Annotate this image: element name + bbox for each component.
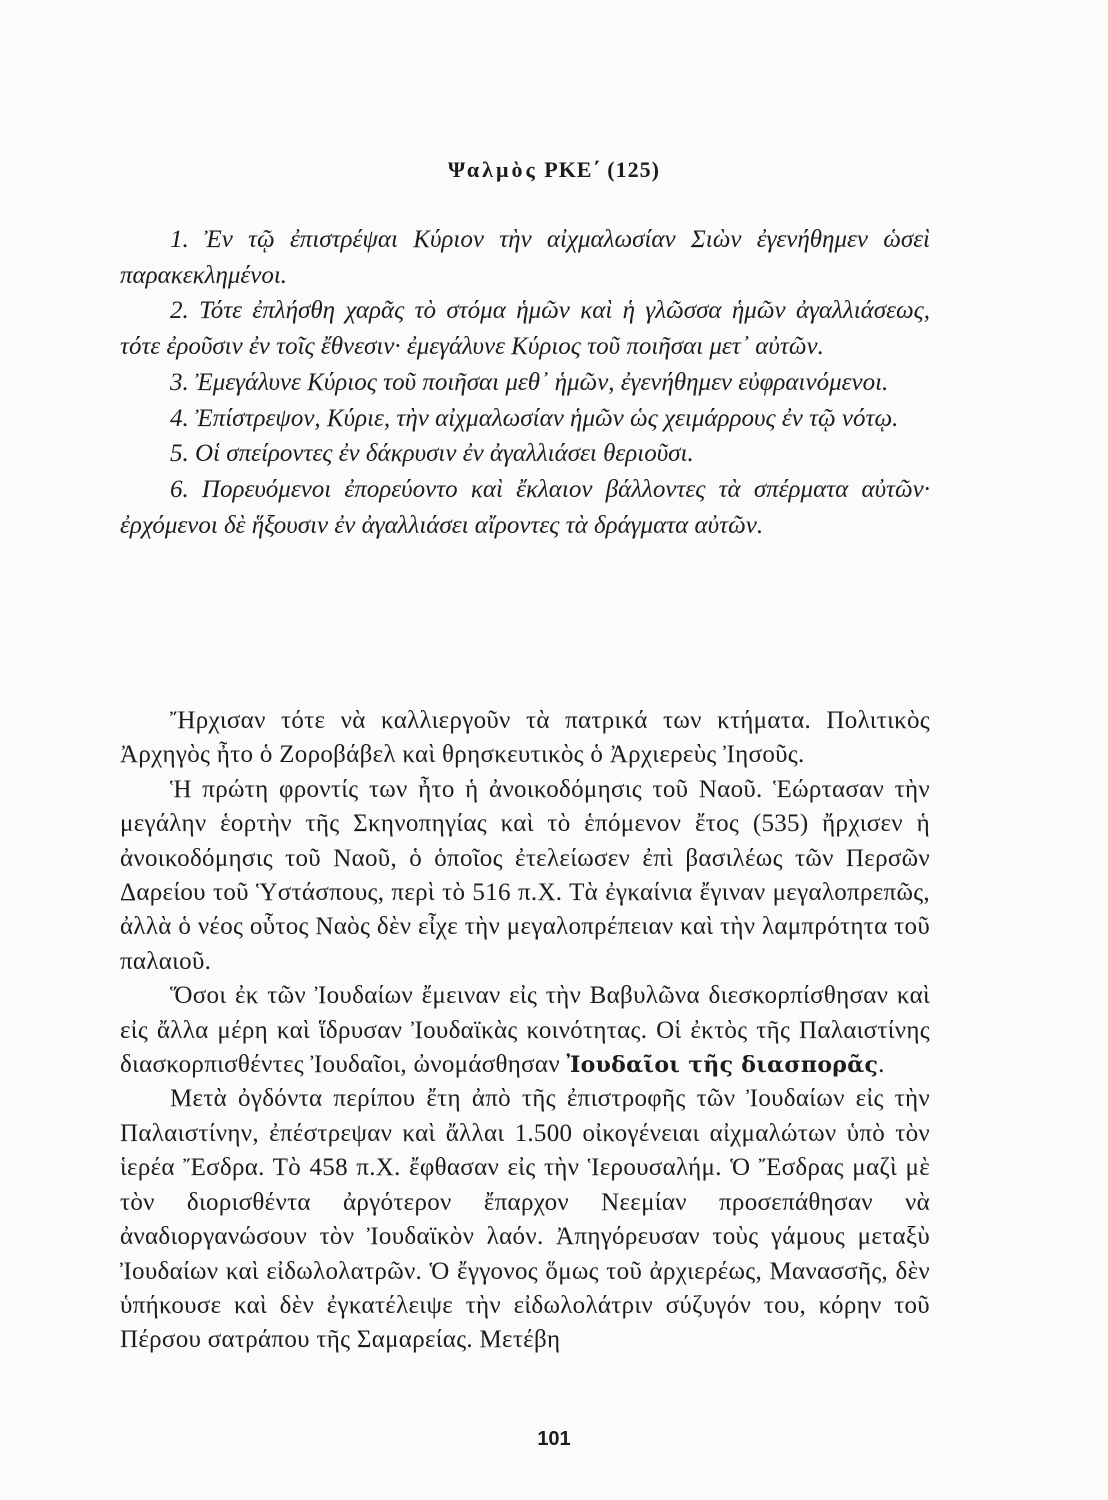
verse-6: 6. Πορευόμενοι ἐπορεύοντο καὶ ἔκλαιον βάλλοντες τὰ σπέρματα αὐτῶν· ἐρχόμενοι δὲ ἥξουσιν ἐν ἀγαλλιάσει αἴροντες τὰ δράγματα αὐτῶν. (120, 475, 930, 539)
page-number: 101 (537, 1428, 571, 1450)
psalm-heading (0, 150, 1108, 190)
paragraph-3-text: Ὅσοι ἐκ τῶν Ἰουδαίων ἔμειναν εἰς τὴν Βαβυλῶνα διεσκορπίσθησαν καὶ εἰς ἄλλα μέρη καὶ ἵδρυσαν Ἰουδαϊκὰς κοινότητας. Οἱ ἐκτὸς τῆς Παλαιστίνης διασκορπισθέντες Ἰουδαῖοι, ὠνομάσθησαν (120, 982, 930, 1079)
psalm-number: ΡΚΕ΄ (125) (544, 157, 660, 182)
paragraph-1: Ἤρχισαν τότε νὰ καλλιεργοῦν τὰ πατρικά των κτήματα. Πολιτικὸς Ἀρχηγὸς ἦτο ὁ Ζοροβάβελ καὶ θρησκευτικὸς ὁ Ἀρχιερεὺς Ἰησοῦς. (120, 707, 930, 769)
paragraph-2: Ἡ πρώτη φροντίς των ἦτο ἡ ἀνοικοδόμησις τοῦ Ναοῦ. Ἑώρτασαν τὴν μεγάλην ἑορτὴν τῆς Σκηνοπηγίας καὶ τὸ ἑπόμενον ἔτος (535) ἤρχισεν ἡ ἀνοικοδόμησις τοῦ Ναοῦ, ὁ ὁποῖος ἐτελείωσεν ἐπὶ βασιλέως τῶν Περσῶν Δαρείου τοῦ Ὑστάσπους, περὶ τὸ 516 π.Χ. Τὰ ἐγκαίνια ἔγιναν μεγαλοπρεπῶς, ἀλλὰ ὁ νέος οὗτος Ναὸς δὲν εἶχε τὴν μεγαλοπρέπειαν καὶ τὴν λαμπρότητα τοῦ παλαιοῦ. (120, 775, 930, 975)
paragraph-4: Μετὰ ὀγδόντα περίπου ἔτη ἀπὸ τῆς ἐπιστροφῆς τῶν Ἰουδαίων εἰς τὴν Παλαιστίνην, ἐπέστρεψαν καὶ ἄλλαι 1.500 οἰκογένειαι αἰχμαλώτων ὑπὸ τὸν ἱερέα Ἔσδρα. Τὸ 458 π.Χ. ἔφθασαν εἰς τὴν Ἱερουσαλήμ. Ὁ Ἔσδρας μαζὶ μὲ τὸν διορισθέντα ἀργότερον ἔπαρχον Νεεμίαν προσεπάθησαν νὰ ἀναδιοργανώσουν τὸν Ἰουδαϊκὸν λαόν. Ἀπηγόρευσαν τοὺς γάμους μεταξὺ Ἰουδαίων καὶ εἰδωλολατρῶν. Ὁ ἔγγονος ὅμως τοῦ ἀρχιερέως, Μανασσῆς, δὲν ὑπήκουσε καὶ δὲν ἐγκατέλειψε τὴν εἰδωλολάτριν σύζυγόν του, κόρην τοῦ Πέρσου σατράπου τῆς Σαμαρείας. Μετέβη (120, 1085, 930, 1354)
verse-3: 3. Ἐμεγάλυνε Κύριος τοῦ ποιῆσαι μεθ᾽ ἡμῶν, ἐγενήθημεν εὐφραινόμενοι. (170, 368, 889, 396)
body-text (120, 704, 930, 1358)
verse-4: 4. Ἐπίστρεψον, Κύριε, τὴν αἰχμαλωσίαν ἡμῶν ὡς χειμάρρους ἐν τῷ νότῳ. (170, 404, 899, 432)
diaspora-term: Ἰουδαῖοι τῆς διασπορᾶς (566, 1052, 879, 1079)
psalm-title: Ψαλμὸς (448, 157, 538, 182)
psalm-verses (120, 222, 930, 543)
verse-5: 5. Οἱ σπείροντες ἐν δάκρυσιν ἐν ἀγαλλιάσει θεριοῦσι. (170, 440, 694, 468)
verse-2: 2. Τότε ἐπλήσθη χαρᾶς τὸ στόμα ἡμῶν καὶ ἡ γλῶσσα ἡμῶν ἀγαλλιάσεως, τότε ἐροῦσιν ἐν τοῖς ἔθνεσιν· ἐμεγάλυνε Κύριος τοῦ ποιῆσαι μετ᾽ αὐτῶν. (120, 297, 930, 361)
paragraph-3-end: . (878, 1051, 885, 1079)
paragraph-3 (120, 979, 930, 1082)
verse-1: 1. Ἐν τῷ ἐπιστρέψαι Κύριον τὴν αἰχμαλωσίαν Σιὼν ἐγενήθημεν ὡσεὶ παρακεκλημένοι. (120, 226, 930, 289)
